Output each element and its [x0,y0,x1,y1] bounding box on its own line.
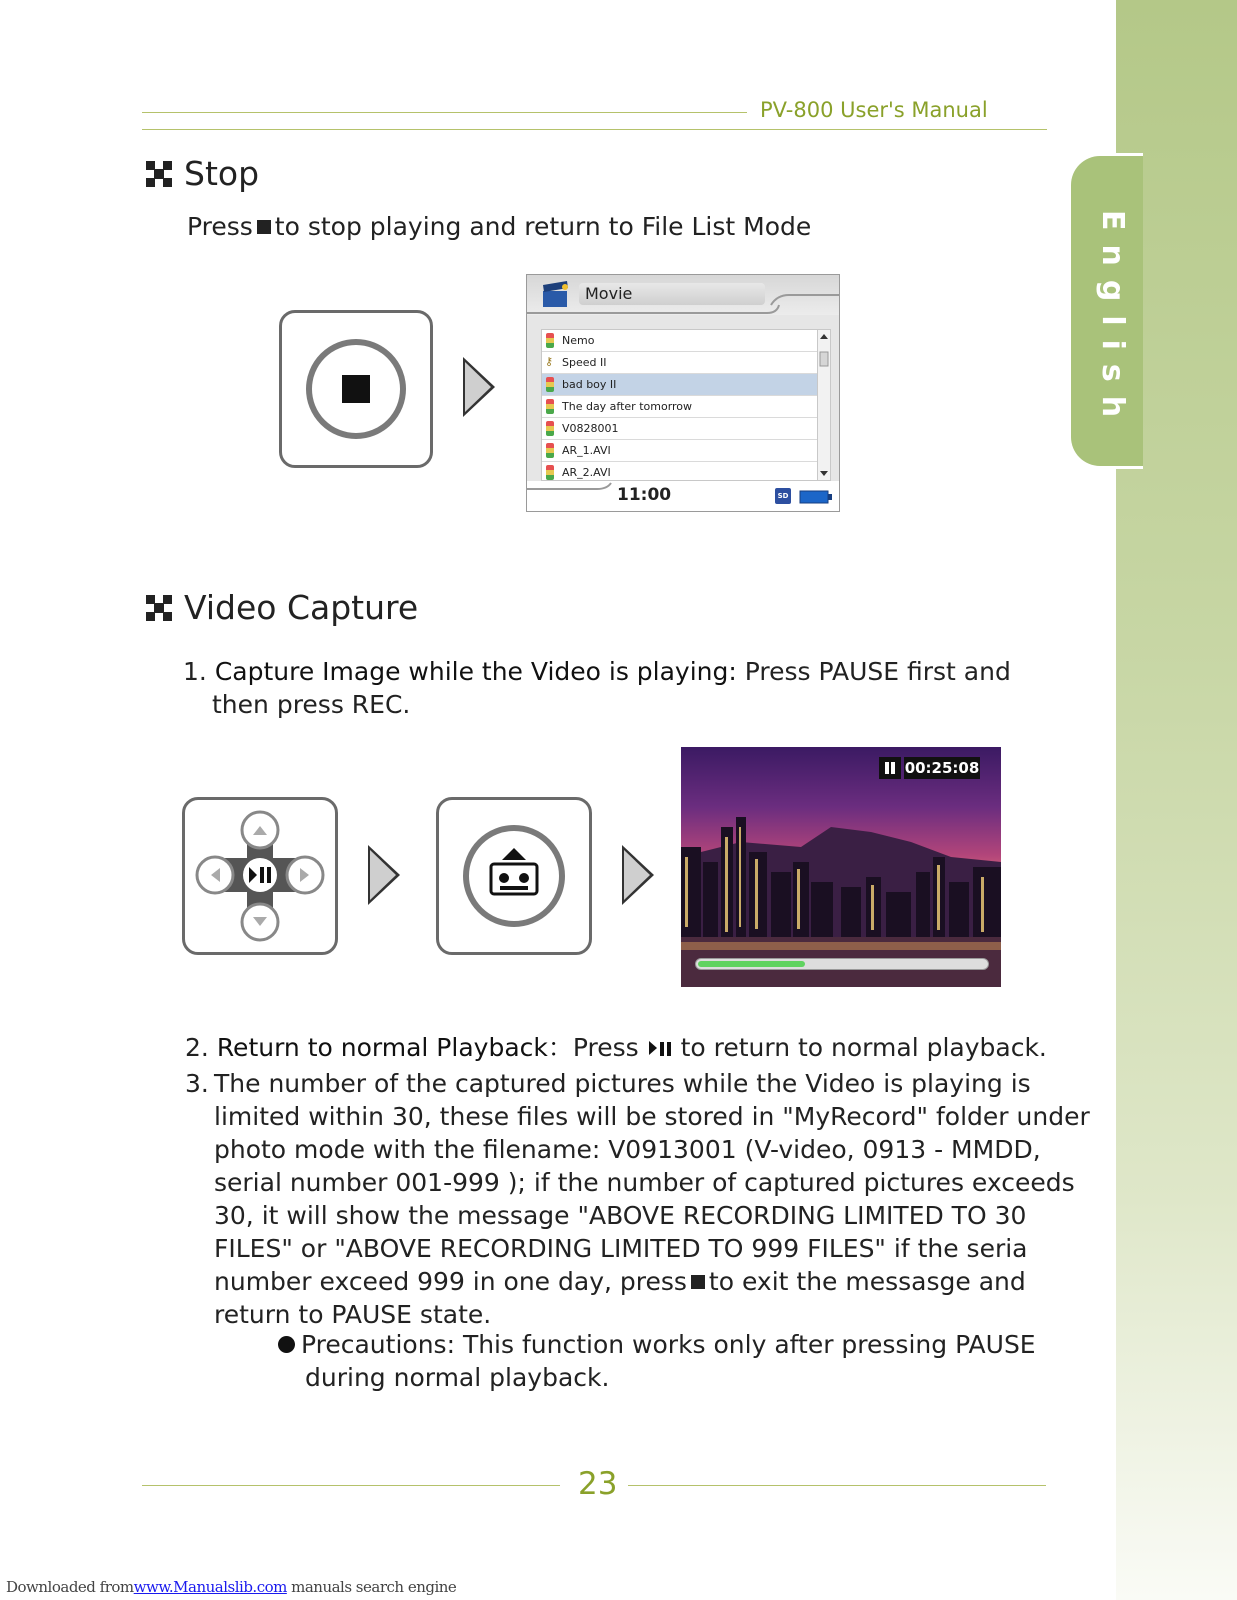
precaution-line-2: during normal playback. [305,1363,610,1392]
capture-item-1 [183,655,1011,688]
footer-rule-left [142,1485,560,1486]
precaution-note [278,1328,1036,1361]
video-file-icon [546,333,554,348]
capture-item-2 [185,1031,1047,1064]
item-line: photo mode with the filename: V0913001 (V-video, 0913 - MMDD, [214,1135,1041,1164]
item-line: 30, it will show the message "ABOVE RECORDING LIMITED TO 30 [214,1201,1027,1230]
battery-icon [799,489,833,505]
stop-instruction [187,210,811,243]
stop-heading [146,154,259,193]
file-name: AR_1.AVI [562,444,611,457]
language-tab-label: English [1095,210,1130,432]
arrow-right-icon [368,845,400,905]
header-rule-bottom [142,129,1047,130]
page-number: 23 [578,1466,618,1502]
item-text-after: to return to normal playback. [680,1033,1047,1062]
file-name: The day after tomorrow [562,400,693,413]
item-text-after: to exit the messasge and [708,1267,1026,1296]
arrow-right-icon [622,845,654,905]
capture-item-3-number: 3. [185,1069,209,1098]
item-text: Press PAUSE first and [744,657,1011,686]
video-progress-fill [698,961,805,967]
item-line: limited within 30, these files will be stored in "MyRecord" folder under [214,1102,1090,1131]
video-file-icon [546,465,554,480]
item-heading: Return to normal Playback： [216,1033,573,1062]
file-name: AR_2.AVI [562,466,611,479]
section-bullet-icon [146,161,172,187]
file-row[interactable] [542,330,817,352]
pause-icon [879,757,901,779]
file-row[interactable] [542,418,817,440]
rec-button-illustration [436,797,592,955]
video-timestamp: 00:25:08 [904,759,980,777]
header-rule-top [142,112,747,113]
screen-header-curve [527,275,839,323]
manual-title: PV-800 User's Manual [760,98,988,122]
section-bullet-icon [146,595,172,621]
file-row-selected[interactable] [542,374,817,396]
screen-status-bar [527,481,839,511]
arrow-right-icon [463,357,495,417]
precaution-line: Precautions: This function works only after pressing PAUSE [301,1330,1036,1359]
play-pause-dpad-icon [185,800,335,952]
item-line: return to PAUSE state. [214,1300,492,1329]
video-file-icon [546,443,554,458]
file-name: bad boy II [562,378,617,391]
key-file-icon: ⚷ [545,355,554,368]
stop-square-icon [691,1275,705,1289]
screen-title: Movie [579,283,765,305]
video-file-icon [546,399,554,414]
item-line: FILES" or "ABOVE RECORDING LIMITED TO 999 FILES" if the seria [214,1234,1028,1263]
screen-header [527,275,839,315]
list-scrollbar[interactable] [817,329,831,481]
video-progress-bar[interactable] [695,958,989,970]
file-name: Speed II [562,356,607,369]
file-name: Nemo [562,334,595,347]
download-suffix: manuals search engine [286,1578,457,1596]
file-row[interactable] [542,396,817,418]
clock-time: 11:00 [617,485,672,505]
status-bar-curve [527,481,839,511]
city-skyline-image [681,747,1001,987]
download-note [6,1578,456,1596]
item-number: 1. [183,657,207,686]
video-capture-title: Video Capture [184,588,419,627]
dpad-illustration [182,797,338,955]
download-prefix: Downloaded from [6,1578,134,1596]
video-file-icon [546,377,554,392]
capture-item-1-cont: then press REC. [212,690,411,719]
item-text-before: Press [572,1033,639,1062]
scroll-arrows-icon [818,330,830,480]
item-line: serial number 001-999 ); if the number of captured pictures exceeds [214,1168,1075,1197]
stop-square-icon [257,220,271,234]
item-line: The number of the captured pictures while the Video is playing is [214,1069,1031,1098]
rec-icon [439,800,589,952]
video-capture-heading [146,588,418,627]
bullet-icon [278,1336,295,1353]
stop-title: Stop [184,154,260,193]
file-row[interactable] [542,440,817,462]
file-list [541,329,818,481]
item-heading: Capture Image while the Video is playing: [214,657,737,686]
item-line [214,1265,1090,1298]
stop-button-illustration [279,310,433,468]
file-list-screen [526,274,840,512]
item-text-before: number exceed 999 in one day, press [214,1267,687,1296]
capture-item-3 [214,1067,1090,1331]
play-pause-icon [647,1038,673,1058]
sd-card-icon: SD [775,488,791,504]
video-playback-screen [681,747,1001,987]
manualslib-link[interactable]: www.Manualslib.com [133,1578,287,1596]
stop-text-before: Press [187,212,253,241]
file-row[interactable] [542,352,817,374]
footer-rule-right [628,1485,1046,1486]
video-file-icon [546,421,554,436]
stop-text-after: to stop playing and return to File List Mode [274,212,812,241]
stop-icon [282,313,430,465]
item-number: 2. [185,1033,209,1062]
file-name: V0828001 [562,422,619,435]
